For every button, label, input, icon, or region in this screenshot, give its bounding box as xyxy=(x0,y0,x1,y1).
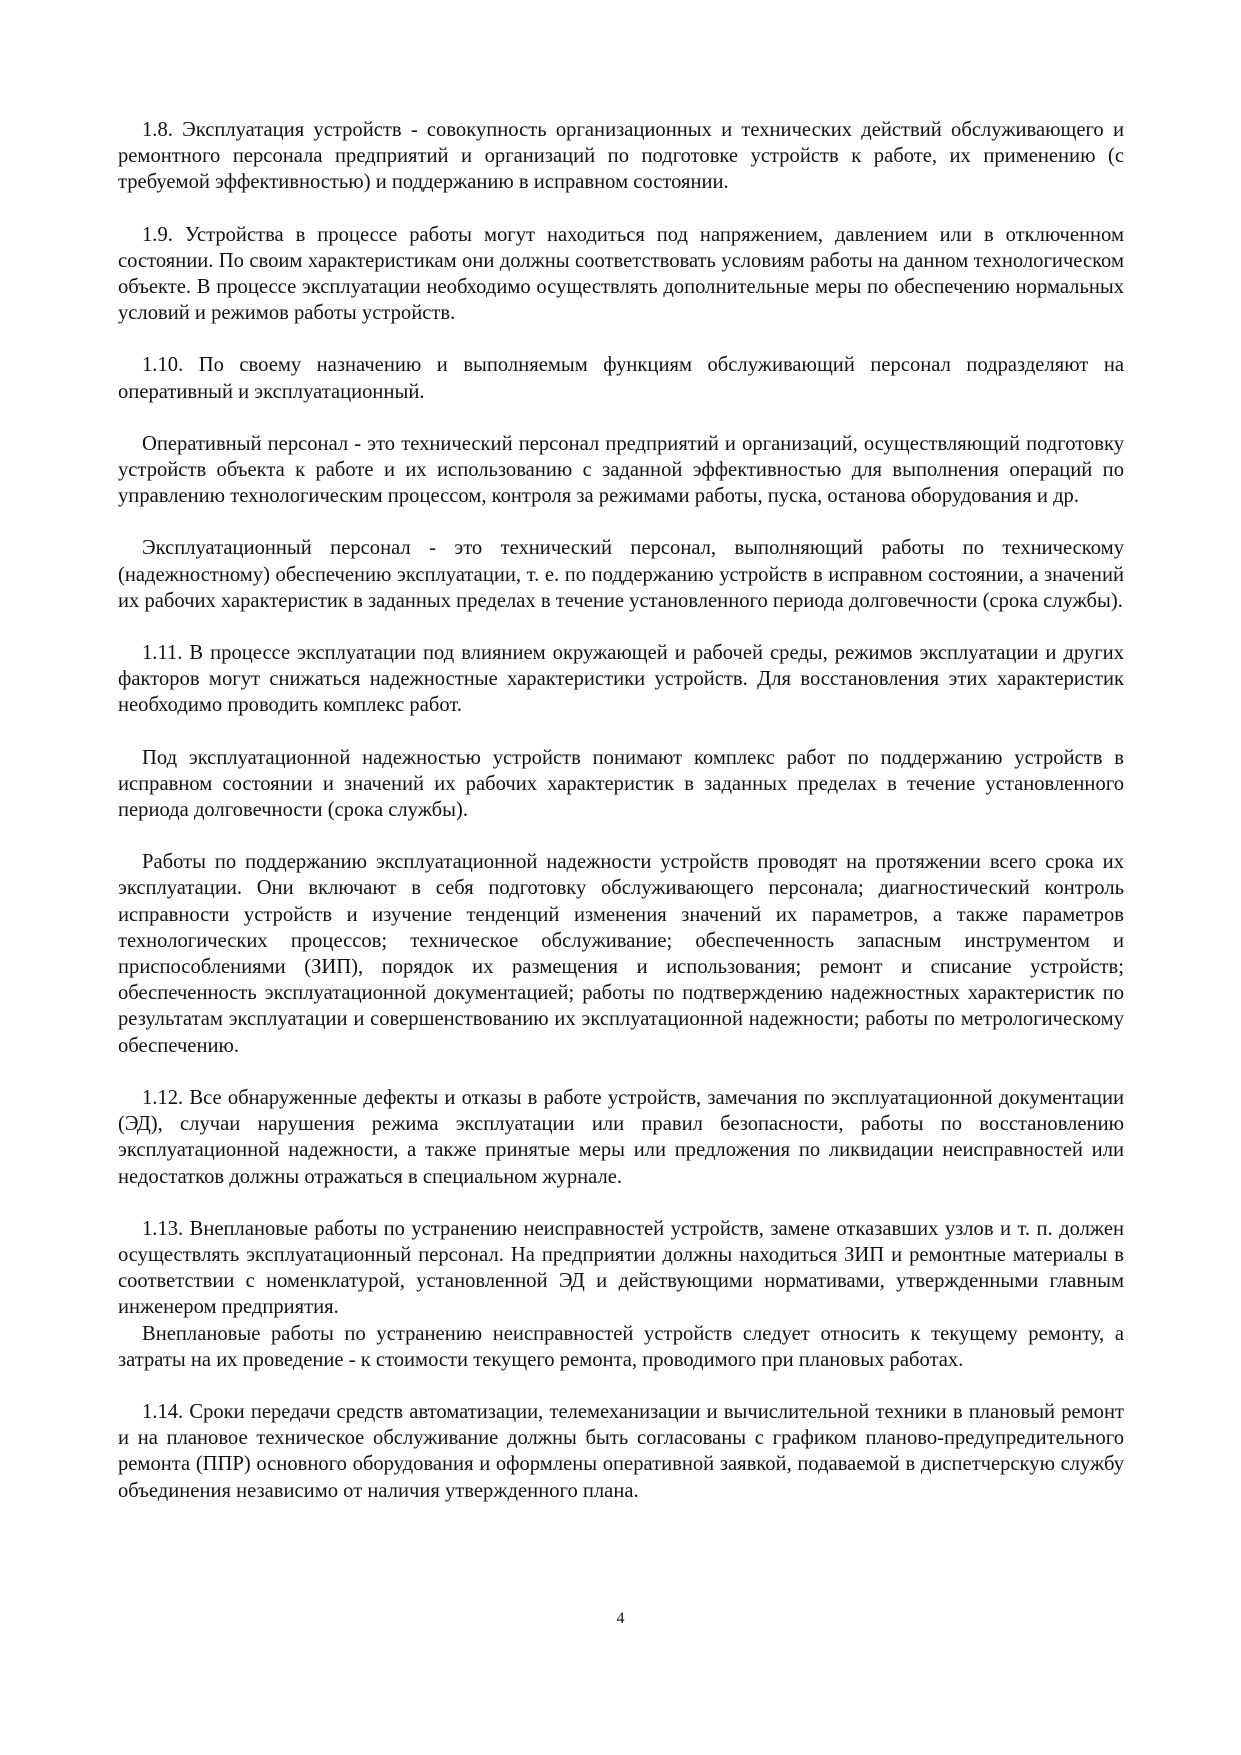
paragraph-unplanned-works: Внеплановые работы по устранению неисправностей устройств следует относить к текущему ремонту, а затраты на их проведение - к стоимости текущего ремонта, проводимого при плановых работах. xyxy=(118,1322,1124,1371)
paragraph-1-11: 1.11. В процессе эксплуатации под влиянием окружающей и рабочей среды, режимов эксплуатации и других факторов могут снижаться надежностные характеристики устройств. Для восстановления этих характеристик необходимо проводить комплекс работ. xyxy=(118,642,1124,717)
paragraph-maintenance-personnel: Эксплуатационный персонал - это технический персонал, выполняющий работы по техническому (надежностному) обеспечению эксплуатации, т. е. по поддержанию устройств в исправном состоянии, а значений их рабочих характеристик в заданных пределах в течение установленного периода долговечности (срока службы). xyxy=(118,537,1124,612)
paragraph-1-10: 1.10. По своему назначению и выполняемым функциям обслуживающий персонал подразделяют на оперативный и эксплуатационный. xyxy=(118,354,1124,403)
paragraph-operative-personnel: Оперативный персонал - это технический персонал предприятий и организаций, осуществляющий подготовку устройств объекта к работе и их использованию с заданной эффективностью для выполнения операций по управлению технологическим процессом, контроля за режимами работы, пуска, останова оборудования и др. xyxy=(118,432,1124,508)
paragraph-1-9: 1.9. Устройства в процессе работы могут находиться под напряжением, давлением или в отключенном состоянии. По своим характеристикам они должны соответствовать условиям работы на данном технологическом объекте. В процессе эксплуатации необходимо осуществлять дополнительные меры по обеспечению нормальных условий и режимов работы устройств. xyxy=(118,223,1124,325)
paragraph-1-12: 1.12. Все обнаруженные дефекты и отказы в работе устройств, замечания по эксплуатационной документации (ЭД), случаи нарушения режима эксплуатации или правил безопасности, работы по восстановлению эксплуатационной надежности, а также принятые меры или предложения по ликвидации неисправностей или недостатков должны отражаться в специальном журнале. xyxy=(118,1086,1124,1188)
document-page xyxy=(118,117,1124,1504)
paragraph-reliability-works: Работы по поддержанию эксплуатационной надежности устройств проводят на протяжении всего срока их эксплуатации. Они включают в себя подготовку обслуживающего персонала; диагностический контроль исправности устройств и изучение тенденций изменения значений их параметров, а также параметров технологических процессов; техническое обслуживание; обеспеченность запасным инструментом и приспособлениями (ЗИП), порядок их размещения и использования; ремонт и списание устройств; обеспеченность эксплуатационной документацией; работы по подтверждению надежностных характеристик по результатам эксплуатации и совершенствованию их эксплуатационной надежности; работы по метрологическому обеспечению. xyxy=(118,851,1124,1057)
paragraph-1-13: 1.13. Внеплановые работы по устранению неисправностей устройств, замене отказавших узлов и т. п. должен осуществлять эксплуатационный персонал. На предприятии должны находиться ЗИП и ремонтные материалы в соответствии с номенклатурой, установленной ЭД и действующими нормативами, утвержденными главным инженером предприятия. xyxy=(118,1217,1124,1319)
paragraph-1-8: 1.8. Эксплуатация устройств - совокупность организационных и технических действий обслуживающего и ремонтного персонала предприятий и организаций по подготовке устройств к работе, их применению (с требуемой эффективностью) и поддержанию в исправном состоянии. xyxy=(118,119,1124,194)
page-number: 4 xyxy=(616,1610,625,1627)
paragraph-1-14: 1.14. Сроки передачи средств автоматизации, телемеханизации и вычислительной техники в плановый ремонт и на плановое техническое обслуживание должны быть согласованы с графиком планово-предупредительного ремонта (ППР) основного оборудования и оформлены оперативной заявкой, подаваемой в диспетчерскую службу объединения независимо от наличия утвержденного плана. xyxy=(118,1400,1124,1502)
paragraph-operational-reliability: Под эксплуатационной надежностью устройств понимают комплекс работ по поддержанию устройств в исправном состоянии и значений их рабочих характеристик в заданных пределах в течение установленного периода долговечности (срока службы). xyxy=(118,746,1124,822)
